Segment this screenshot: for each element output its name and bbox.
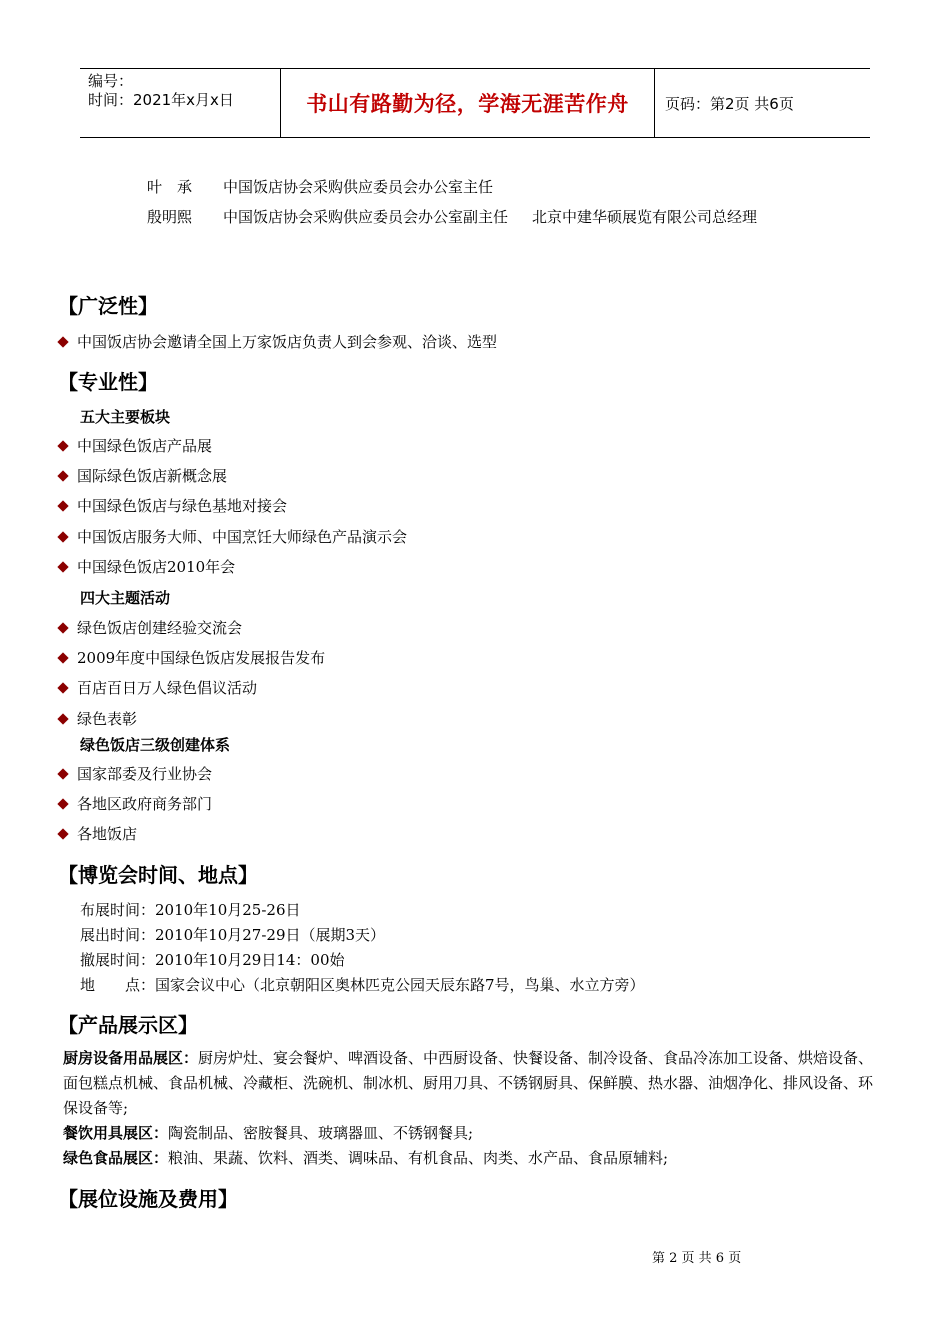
list-item: 2009年度中国绿色饭店发展报告发布 — [56, 647, 325, 668]
diamond-bullet-icon — [57, 768, 68, 779]
list-item: 中国饭店协会邀请全国上万家饭店负责人到会参观、洽谈、选型 — [56, 331, 497, 352]
schedule-line: 布展时间：2010年10月25-26日 — [80, 901, 301, 919]
page-footer: 第 2 页 共 6 页 — [652, 1251, 742, 1266]
diamond-bullet-icon — [57, 622, 68, 633]
list-item: 国家部委及行业协会 — [56, 763, 212, 784]
list-item: 国际绿色饭店新概念展 — [56, 465, 227, 486]
product-zone — [63, 1121, 883, 1146]
subheading-four: 四大主题活动 — [80, 589, 171, 607]
subheading-five: 五大主要板块 — [80, 408, 171, 426]
section-heading-breadth: 【广泛性】 — [58, 294, 158, 318]
diamond-bullet-icon — [57, 652, 68, 663]
diamond-bullet-icon — [57, 531, 68, 542]
section-heading-professional: 【专业性】 — [58, 370, 158, 394]
list-item: 各地区政府商务部门 — [56, 793, 212, 814]
diamond-bullet-icon — [57, 336, 68, 347]
subheading-three: 绿色饭店三级创建体系 — [80, 736, 231, 754]
person-title: 中国饭店协会采购供应委员会办公室主任 — [223, 178, 494, 196]
section-heading-time-place: 【博览会时间、地点】 — [58, 863, 258, 887]
product-zone-list — [63, 1046, 883, 1171]
diamond-bullet-icon — [57, 470, 68, 481]
doc-number: 编号： — [88, 72, 134, 90]
list-item: 中国绿色饭店与绿色基地对接会 — [56, 495, 287, 516]
list-item: 各地饭店 — [56, 823, 137, 844]
diamond-bullet-icon — [57, 798, 68, 809]
list-item: 绿色表彰 — [56, 708, 137, 729]
header-motto: 书山有路勤为径，学海无涯苦作舟 — [281, 69, 655, 137]
product-zone — [63, 1046, 883, 1121]
product-zone-label: 厨房设备用品展区： — [63, 1049, 199, 1067]
page-header — [80, 68, 870, 138]
product-zone-label: 绿色食品展区： — [63, 1149, 169, 1167]
product-zone-text: 厨房炉灶、宴会餐炉、啤酒设备、中西厨设备、快餐设备、制冷设备、食品冷冻加工设备、烘焙设备、面包糕点机械、食品机械、冷藏柜、洗碗机、制冰机、厨用刀具、不锈钢厨具、保鲜膜、热水器、油烟净化、排风设备、环保设备等; — [63, 1049, 874, 1117]
list-item: 中国绿色饭店产品展 — [56, 435, 212, 456]
product-zone-text: 粮油、果蔬、饮料、酒类、调味品、有机食品、肉类、水产品、食品原辅料; — [168, 1149, 669, 1167]
header-meta — [80, 69, 281, 137]
person-name: 殷明熙 — [147, 208, 193, 226]
schedule-line: 展出时间：2010年10月27-29日（展期3天） — [80, 926, 386, 944]
schedule-line: 撤展时间：2010年10月29日14：00始 — [80, 951, 345, 969]
product-zone — [63, 1146, 883, 1171]
section-heading-products: 【产品展示区】 — [58, 1013, 198, 1037]
list-item: 百店百日万人绿色倡议活动 — [56, 677, 257, 698]
diamond-bullet-icon — [57, 561, 68, 572]
diamond-bullet-icon — [57, 440, 68, 451]
section-heading-booth: 【展位设施及费用】 — [58, 1187, 238, 1211]
person-extra: 北京中建华硕展览有限公司总经理 — [532, 208, 758, 226]
person-row — [147, 206, 757, 227]
diamond-bullet-icon — [57, 682, 68, 693]
list-item: 绿色饭店创建经验交流会 — [56, 617, 242, 638]
list-item: 中国饭店服务大师、中国烹饪大师绿色产品演示会 — [56, 526, 407, 547]
diamond-bullet-icon — [57, 500, 68, 511]
person-name: 叶 承 — [147, 178, 193, 196]
header-page-number: 页码：第2页 共6页 — [665, 94, 794, 113]
list-item: 中国绿色饭店2010年会 — [56, 556, 235, 577]
product-zone-text: 陶瓷制品、密胺餐具、玻璃器皿、不锈钢餐具; — [168, 1124, 474, 1142]
doc-time: 时间：2021年x月x日 — [88, 91, 234, 109]
person-row — [147, 176, 493, 197]
diamond-bullet-icon — [57, 828, 68, 839]
diamond-bullet-icon — [57, 713, 68, 724]
schedule-line: 地 点：国家会议中心（北京朝阳区奥林匹克公园天辰东路7号，鸟巢、水立方旁） — [80, 976, 645, 994]
person-title: 中国饭店协会采购供应委员会办公室副主任 — [223, 208, 509, 226]
product-zone-label: 餐饮用具展区： — [63, 1124, 169, 1142]
